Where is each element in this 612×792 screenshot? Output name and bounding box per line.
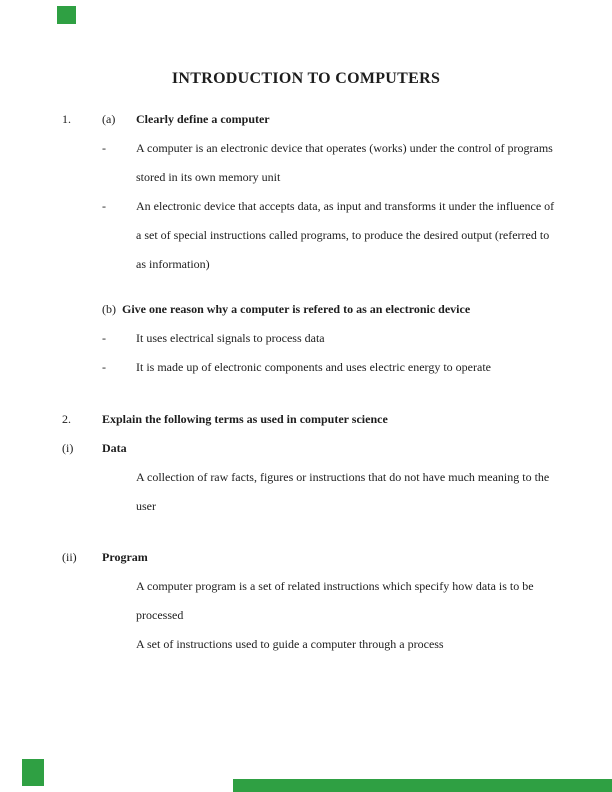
body-line: A computer program is a set of related instructions which specify how data is to be <box>136 579 534 593</box>
part-label: (a) <box>102 112 116 126</box>
body-line: An electronic device that accepts data, as input and transforms it under the influence of <box>136 199 555 213</box>
q1a-heading-line <box>0 105 612 134</box>
q1a-bullet2-line1 <box>0 192 612 221</box>
q1a-bullet2-line3 <box>0 250 612 279</box>
green-footer-bar <box>233 779 612 792</box>
q2-item-ii-def-line1 <box>0 572 612 601</box>
part-heading: Clearly define a computer <box>136 112 270 126</box>
q1b-bullet2-line <box>0 353 612 382</box>
body-line: A collection of raw facts, figures or instructions that do not have much meaning to the <box>136 470 550 484</box>
body-line: as information) <box>136 257 210 271</box>
part-label: (b) <box>102 302 116 316</box>
part-heading: Give one reason why a computer is refered to as an electronic device <box>122 302 471 316</box>
item-term: Program <box>102 550 148 564</box>
part-heading-group <box>102 295 470 324</box>
bullet-dash: - <box>102 331 106 345</box>
item-term: Data <box>102 441 127 455</box>
green-mark-bottom-left <box>22 759 44 786</box>
body-line: A computer is an electronic device that operates (works) under the control of programs <box>136 141 553 155</box>
q2-item-i-def-line2 <box>0 492 612 521</box>
body-line: stored in its own memory unit <box>136 170 281 184</box>
q1a-bullet2-line2 <box>0 221 612 250</box>
body-line: a set of special instructions called programs, to produce the desired output (referred to <box>136 228 550 242</box>
body-line: It is made up of electronic components and uses electric energy to operate <box>136 360 491 374</box>
bullet-dash: - <box>102 141 106 155</box>
page-title: INTRODUCTION TO COMPUTERS <box>171 70 441 87</box>
bullet-dash: - <box>102 360 106 374</box>
body-line: user <box>136 499 156 513</box>
q2-item-ii-def-line3 <box>0 630 612 659</box>
q2-item-i-def-line1 <box>0 463 612 492</box>
body-line: processed <box>136 608 184 622</box>
item-label: (ii) <box>62 550 77 564</box>
bullet-dash: - <box>102 199 106 213</box>
q1a-bullet1-line2 <box>0 163 612 192</box>
body-line: A set of instructions used to guide a computer through a process <box>136 637 444 651</box>
q2-item-i-line <box>0 434 612 463</box>
q1a-bullet1-line1 <box>0 134 612 163</box>
item-label: (i) <box>62 441 74 455</box>
q1b-heading-line <box>0 295 612 324</box>
green-mark-top-left <box>57 6 76 24</box>
question-number: 2. <box>62 412 71 426</box>
q2-item-ii-line <box>0 543 612 572</box>
q1b-bullet1-line <box>0 324 612 353</box>
question-number: 1. <box>62 112 71 126</box>
q2-heading-line <box>0 405 612 434</box>
body-line: It uses electrical signals to process data <box>136 331 325 345</box>
question-heading: Explain the following terms as used in computer science <box>102 412 388 426</box>
q2-item-ii-def-line2 <box>0 601 612 630</box>
